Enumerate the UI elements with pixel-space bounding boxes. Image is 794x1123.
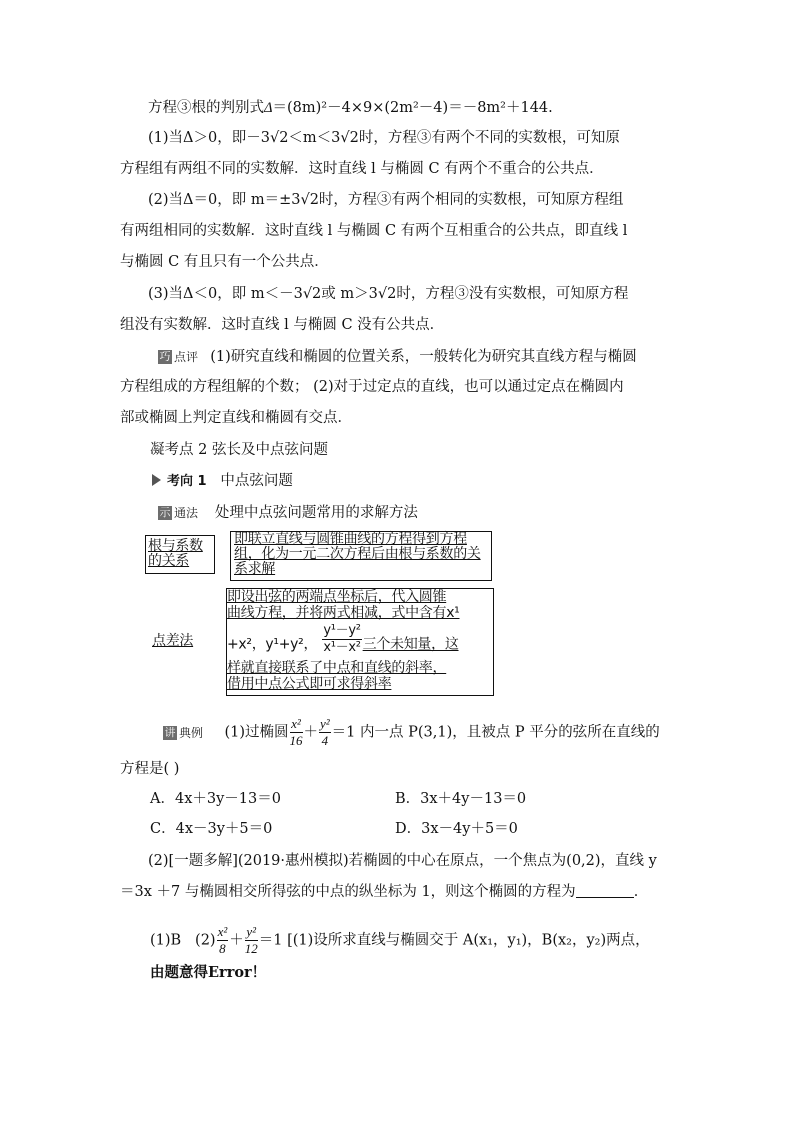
example-q1-line1 xyxy=(163,716,660,749)
delta-symbol: Δ xyxy=(264,100,273,116)
review-line2: 方程组成的方程组解的个数； (2)对于过定点的直线，也可以通过定点在椭圆内 xyxy=(120,379,624,395)
review-line1 xyxy=(158,347,637,367)
ellipse-fraction-y xyxy=(319,716,331,749)
answer-part1: (1)B xyxy=(150,932,182,949)
fraction-y-num: y² xyxy=(320,716,330,731)
triangle-bullet-icon xyxy=(152,474,161,486)
example-q1-line2: 方程是( ) xyxy=(120,761,180,777)
review-line3: 部或椭圆上判定直线和椭圆有交点． xyxy=(120,410,352,426)
fraction-x-den: 16 xyxy=(289,733,303,748)
example-tag xyxy=(163,725,206,742)
method-desc-2-line1: 即设出弦的两端点坐标后，代入圆锥 xyxy=(227,589,447,605)
discriminant-expression: ＝(8m)²－4×9×(2m²－4)＝－8m²＋144. xyxy=(272,100,553,116)
fraction-y-den: 4 xyxy=(321,733,329,748)
ellipse-fraction-x xyxy=(290,716,303,749)
method-name-1: 根与系数的关系 xyxy=(148,538,203,569)
answer-fraction-x-den: 8 xyxy=(219,941,226,956)
method-tag xyxy=(158,505,201,522)
case2-line1: (2)当Δ＝0，即 m＝±3√2时，方程③有两个相同的实数根，可知原方程组 xyxy=(148,192,624,208)
answer-blank xyxy=(576,883,634,898)
method-desc-2-line3-end: 三个未知量，这 xyxy=(362,636,459,653)
example-q2-line1: (2)[一题多解](2019·惠州模拟)若椭圆的中心在原点，一个焦点为(0,2)，直线 y xyxy=(148,853,657,869)
direction-heading xyxy=(152,471,293,492)
answer-plus: ＋ xyxy=(229,932,244,949)
option-d: D．3x－4y＋5＝0 xyxy=(395,821,518,837)
case2-line2: 有两组相同的实数解．这时直线 l 与椭圆 C 有两个互相重合的公共点，即直线 l xyxy=(120,223,628,239)
answer-fraction-y xyxy=(245,924,258,957)
method-tag-icon: 示 xyxy=(159,506,171,519)
method-desc-cell-1 xyxy=(230,531,492,581)
method-tag-label: 通法 xyxy=(174,506,199,520)
method-fraction xyxy=(322,623,361,656)
example-tag-label: 典例 xyxy=(179,725,204,740)
answer-fraction-y-den: 12 xyxy=(244,941,258,956)
method-desc-2-line2: 曲线方程，并将两式相减，式中含有x¹ xyxy=(227,605,460,621)
case1-line1: (1)当Δ＞0，即－3√2＜m＜3√2时，方程③有两个不同的实数根，可知原 xyxy=(148,130,620,146)
example-tag-icon: 讲 xyxy=(164,725,176,739)
case3-line2: 组没有实数解．这时直线 l 与椭圆 C 没有公共点． xyxy=(120,317,445,333)
direction-title: 中点弦问题 xyxy=(220,473,293,489)
discriminant-lead: 方程③根的判别式 xyxy=(148,100,264,116)
answer-fraction-x xyxy=(217,924,229,957)
method-desc-2-line4: 样就直接联系了中点和直线的斜率， xyxy=(227,660,447,676)
example-q1-rest: ＝1 内一点 P(3,1)，且被点 P 平分的弦所在直线的 xyxy=(331,724,660,741)
method-desc-2-line3-text: +x²，y¹+y²， xyxy=(227,636,318,653)
example-q2-end: ． xyxy=(633,884,649,900)
option-a: A．4x＋3y－13＝0 xyxy=(150,791,281,807)
method-name-2: 点差法 xyxy=(152,633,194,649)
section-icon: 凝 xyxy=(150,442,165,458)
method-title: 处理中点弦问题常用的求解方法 xyxy=(214,505,418,521)
method-fraction-num: y¹－y² xyxy=(323,623,361,638)
method-desc-1: 即联立直线与圆锥曲线的方程得到方程组，化为一元二次方程后由根与系数的关系求解 xyxy=(234,531,481,577)
review-tag-label: 点评 xyxy=(174,350,199,364)
option-b: B．3x＋4y－13＝0 xyxy=(395,791,527,807)
answer-fraction-x-num: x² xyxy=(217,924,228,939)
case3-line1: (3)当Δ＜0，即 m＜－3√2或 m＞3√2时，方程③没有实数根，可知原方程 xyxy=(148,286,629,302)
method-desc-2-line5: 借用中点公式即可求得斜率 xyxy=(227,676,392,692)
answer-fraction-y-num: y² xyxy=(246,924,257,939)
method-name-cell-1 xyxy=(145,535,215,574)
method-heading xyxy=(158,503,418,523)
answer-part2-label: (2) xyxy=(195,932,216,949)
review-tag xyxy=(158,349,201,366)
review-tag-icon: 巧 xyxy=(159,350,171,363)
review-text1: (1)研究直线和椭圆的位置关系，一般转化为研究其直线方程与椭圆 xyxy=(210,349,637,365)
example-q2-text: ＝3x ＋7 与椭圆相交所得弦的中点的纵坐标为 1，则这个椭圆的方程为 xyxy=(120,884,576,900)
option-c: C．4x－3y＋5＝0 xyxy=(150,821,273,837)
answer-line1 xyxy=(150,924,650,957)
method-fraction-den: x¹－x² xyxy=(323,640,361,655)
answer-line2: 由题意得Error！ xyxy=(150,964,267,981)
answer-explanation: ＝1 [(1)设所求直线与椭圆交于 A(x₁，y₁)，B(x₂，y₂)两点， xyxy=(258,932,650,949)
method-desc-cell-2 xyxy=(226,588,494,696)
section-title: 考点 2 弦长及中点弦问题 xyxy=(164,442,328,458)
direction-label: 考向 1 xyxy=(167,474,207,489)
example-q1-prefix: (1)过椭圆 xyxy=(224,724,289,741)
plus-sign: ＋ xyxy=(303,724,318,741)
section-heading xyxy=(150,440,328,460)
fraction-x-num: x² xyxy=(291,716,301,731)
case1-line2: 方程组有两组不同的实数解．这时直线 l 与椭圆 C 有两个不重合的公共点． xyxy=(120,161,604,177)
case2-line3: 与椭圆 C 有且只有一个公共点． xyxy=(120,254,329,270)
example-q2-line2 xyxy=(120,882,648,902)
method-desc-2-line3 xyxy=(227,623,459,656)
discriminant-line xyxy=(148,98,553,118)
